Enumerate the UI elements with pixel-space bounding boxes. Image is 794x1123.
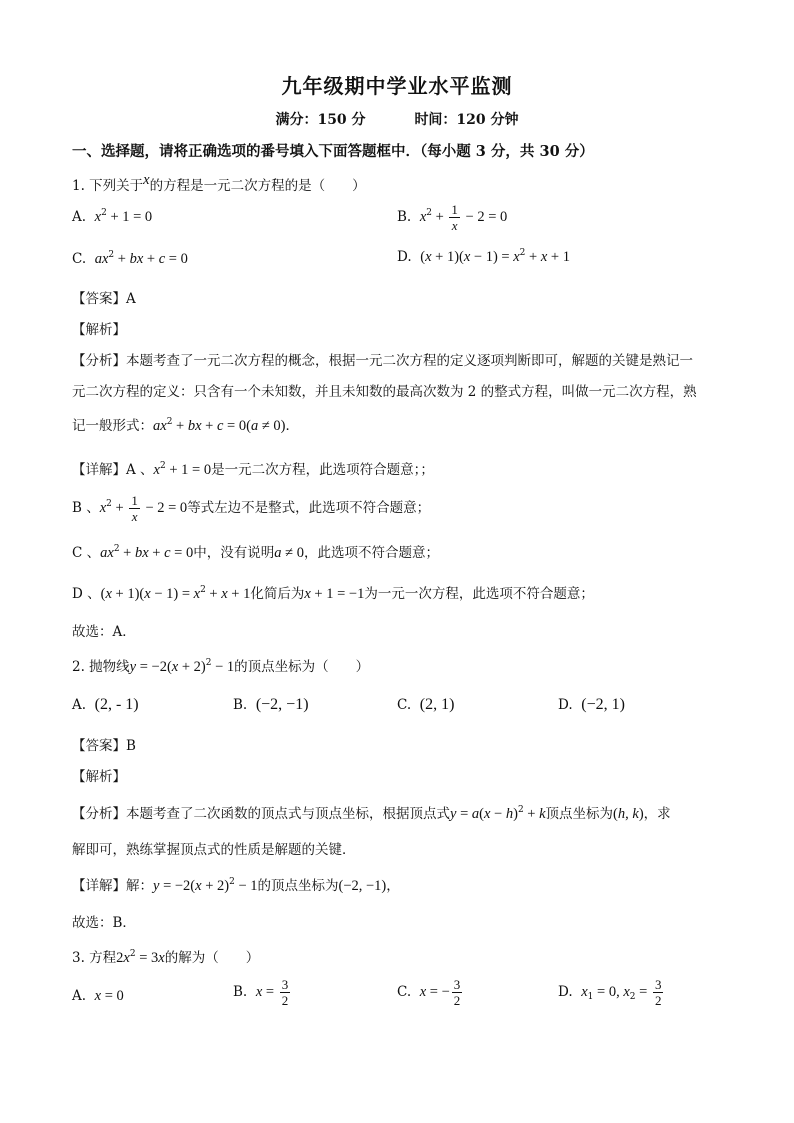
q2-conclusion: 故选：B． [72, 915, 136, 931]
q1-analysis-line-3: 记一般形式：$ax^2$ + bx + c = 0(a ≠ 0)． [72, 417, 299, 434]
q2-option-b: B. (−2, −1) [233, 696, 309, 713]
q2-option-a: A. (2, - 1) [72, 696, 139, 713]
exam-info [0, 109, 794, 129]
q3-option-d: D. $x_1 = 0$, $x_2$ = $\frac{3}{2}$ [558, 977, 662, 1008]
section-heading: 一、选择题，请将正确选项的番号填入下面答题框中．（每小题 3 分，共 30 分） [72, 143, 594, 160]
q1-detail-d: D 、$(x + 1)(x - 1) = x^2 + x + 1$化简后为x + 1 = −1为一元一次方程，此选项不符合题意； [72, 585, 594, 602]
q1-detail-b: B 、$x^2$ + $\frac{1}{x}$ − 2 = 0等式左边不是整式，此选项不符合题意； [72, 493, 431, 524]
q1-option-c: C. $ax^2$ + bx + c = 0 [72, 250, 188, 267]
q3-option-b: B. x = $\frac{3}{2}$ [233, 977, 289, 1008]
q1-answer: 【答案】A [72, 291, 136, 307]
q1-analysis-line-2: 元二次方程的定义：只含有一个未知数，并且未知数的最高次数为 2 的整式方程，叫做一元二次方程，熟 [72, 384, 697, 400]
q2-analysis-line-1: 【分析】本题考查了二次函数的顶点式与顶点坐标，根据顶点式$y = a(x - h)^2 + k$顶点坐标为(h, k)，求 [72, 805, 671, 822]
q1-option-a: A. $x^2 + 1 = 0$ [72, 208, 153, 225]
q1-detail-c: C 、$ax^2$ + bx + c = 0中，没有说明a ≠ 0，此选项不符合题意； [72, 544, 439, 561]
q1-option-b: B. $x^2$ + $\frac{1}{x}$ − 2 = 0 [397, 202, 508, 233]
question-3-stem: 3. 方程$2x^2 = 3x$的解为（ ） [72, 949, 260, 966]
q3-option-a: A. x = 0 [72, 988, 124, 1004]
q1-detail-a: 【详解】A 、$x^2 + 1 = 0$是一元二次方程，此选项符合题意；； [72, 461, 434, 478]
q2-detail: 【详解】解：$y = -2(x + 2)^2 - 1$的顶点坐标为(−2, −1)， [72, 877, 400, 894]
full-score: 满分：150 分 [275, 112, 366, 128]
question-1-stem: 1. 下列关于$^x$的方程是一元二次方程的是（ ） [72, 172, 366, 194]
q2-analysis-line-2: 解即可，熟练掌握顶点式的性质是解题的关键． [72, 842, 356, 858]
exam-time: 时间：120 分钟 [414, 112, 519, 128]
q1-analysis-tag: 【解析】 [72, 322, 126, 338]
question-2-stem: 2. 抛物线$y = -2(x + 2)^2 - 1$的顶点坐标为（ ） [72, 658, 370, 675]
page-title: 九年级期中学业水平监测 [281, 74, 513, 98]
q1-conclusion: 故选：A． [72, 624, 136, 640]
q1-option-d: D. $(x + 1)(x - 1) = x^2 + x + 1$ [397, 248, 570, 265]
q2-answer: 【答案】B [72, 738, 136, 754]
q2-analysis-tag: 【解析】 [72, 769, 126, 785]
q2-option-c: C. (2, 1) [397, 696, 455, 713]
q1-analysis-line-1: 【分析】本题考查了一元二次方程的概念，根据一元二次方程的定义逐项判断即可，解题的关键是熟记一 [72, 353, 693, 369]
q3-option-c: C. x = − $\frac{3}{2}$ [397, 977, 461, 1008]
q2-option-d: D. (−2, 1) [558, 696, 625, 713]
